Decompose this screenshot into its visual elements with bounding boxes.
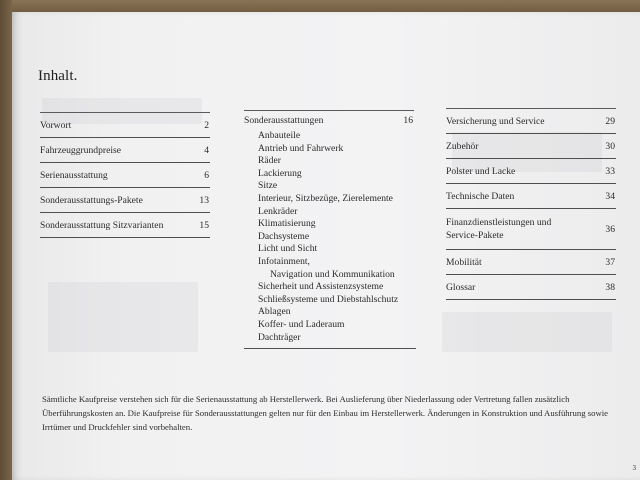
- toc-entry-page: 30: [605, 140, 615, 152]
- toc-entry[interactable]: [40, 213, 210, 238]
- toc-subentry[interactable]: Infotainment,: [258, 255, 310, 267]
- toc-subentry[interactable]: Schließsysteme und Diebstahlschutz: [258, 293, 399, 305]
- toc-entry[interactable]: [446, 275, 616, 300]
- toc-subentry[interactable]: Lenkräder: [258, 205, 298, 217]
- page-number: 3: [632, 464, 636, 472]
- toc-entry[interactable]: [446, 184, 616, 209]
- toc-subentry[interactable]: Ablagen: [258, 306, 291, 318]
- toc-entry-page: 15: [199, 219, 209, 231]
- toc-entry-page: 37: [605, 256, 615, 268]
- toc-entry-page: 29: [605, 115, 615, 127]
- toc-entry-page: 2: [204, 119, 209, 131]
- toc-subentry[interactable]: Sitze: [258, 180, 278, 192]
- toc-entry[interactable]: [446, 109, 616, 134]
- toc-subentry[interactable]: Räder: [258, 155, 281, 167]
- toc-entry-page: 6: [204, 169, 209, 181]
- toc-section-heading[interactable]: [244, 111, 414, 130]
- toc-entry[interactable]: [40, 138, 210, 163]
- toc-entry[interactable]: [40, 113, 210, 138]
- toc-subentry[interactable]: Anbauteile: [258, 130, 301, 141]
- toc-entry-page: 36: [605, 223, 615, 235]
- toc-entry-label: Sonderausstattungs-Pakete: [40, 194, 143, 206]
- toc-subentry-continuation[interactable]: Navigation und Kommunikation: [270, 268, 395, 280]
- toc-subentry[interactable]: Licht und Sicht: [258, 243, 318, 255]
- price-footnote: Sämtliche Kaufpreise verstehen sich für die Serienausstattung ab Herstellerwerk. Bei Auslieferung über Niederlassung oder Vertretung fallen zusätzlich Überführungskosten an. Die Kaufpreise für Sonderausstattungen gelten nur für den Einbau im Herstellerwerk. Änderungen in Konstruktion und Ausführung sowie Irrtümer und Druckfehler sind vorbehalten.: [42, 394, 609, 432]
- toc-subentry[interactable]: Dachsysteme: [258, 230, 310, 242]
- toc-entry-page: 38: [605, 281, 615, 293]
- toc-column-left: [40, 112, 210, 238]
- toc-entry-page: 34: [605, 190, 615, 202]
- show-through-block: [48, 282, 198, 352]
- toc-entry[interactable]: [446, 159, 616, 184]
- toc-entry-label: Glossar: [446, 281, 476, 293]
- toc-entry[interactable]: [446, 250, 616, 275]
- toc-entry-label: Fahrzeuggrundpreise: [40, 144, 121, 156]
- toc-entry-label: Vorwort: [40, 119, 72, 131]
- toc-entry-label: Finanzdienstleistungen und Service-Pakete: [446, 217, 552, 241]
- toc-subentry[interactable]: Klimatisierung: [258, 218, 316, 230]
- toc-entry-label: Mobilität: [446, 256, 482, 268]
- toc-entry[interactable]: [40, 188, 210, 213]
- show-through-block: [442, 312, 612, 352]
- bottom-rule: [244, 348, 416, 349]
- toc-entry-label: Sonderausstattung Sitzvarianten: [40, 219, 164, 231]
- toc-entry[interactable]: [446, 134, 616, 159]
- toc-section-page: 16: [403, 115, 413, 126]
- toc-entry-label: Technische Daten: [446, 190, 515, 202]
- toc-subentry[interactable]: Dachträger: [258, 331, 301, 343]
- toc-entry[interactable]: [40, 163, 210, 188]
- toc-section-label: Sonderausstattungen: [244, 115, 324, 126]
- toc-entry-label: Serienausstattung: [40, 169, 108, 181]
- brochure-page: [12, 12, 640, 480]
- toc-entry[interactable]: [446, 209, 616, 250]
- toc-entry-label: Versicherung und Service: [446, 115, 545, 127]
- page-title: Inhalt.: [38, 68, 78, 84]
- toc-column-middle: [244, 110, 414, 349]
- toc-entry-label: Polster und Lacke: [446, 165, 516, 177]
- toc-subentry[interactable]: Koffer- und Laderaum: [258, 318, 345, 330]
- toc-entry-page: 13: [199, 194, 209, 206]
- toc-entry-page: 4: [204, 144, 209, 156]
- toc-subentry[interactable]: Sicherheit und Assistenzsysteme: [258, 281, 384, 293]
- toc-entry-page: 33: [605, 165, 615, 177]
- toc-subentry[interactable]: Interieur, Sitzbezüge, Zierelemente: [258, 192, 393, 204]
- desk-surface-left: [0, 0, 12, 480]
- toc-column-right: [446, 108, 616, 300]
- toc-entry-label: Zubehör: [446, 140, 479, 152]
- toc-subentry[interactable]: Antrieb und Fahrwerk: [258, 142, 344, 154]
- toc-subentry[interactable]: Lackierung: [258, 167, 302, 179]
